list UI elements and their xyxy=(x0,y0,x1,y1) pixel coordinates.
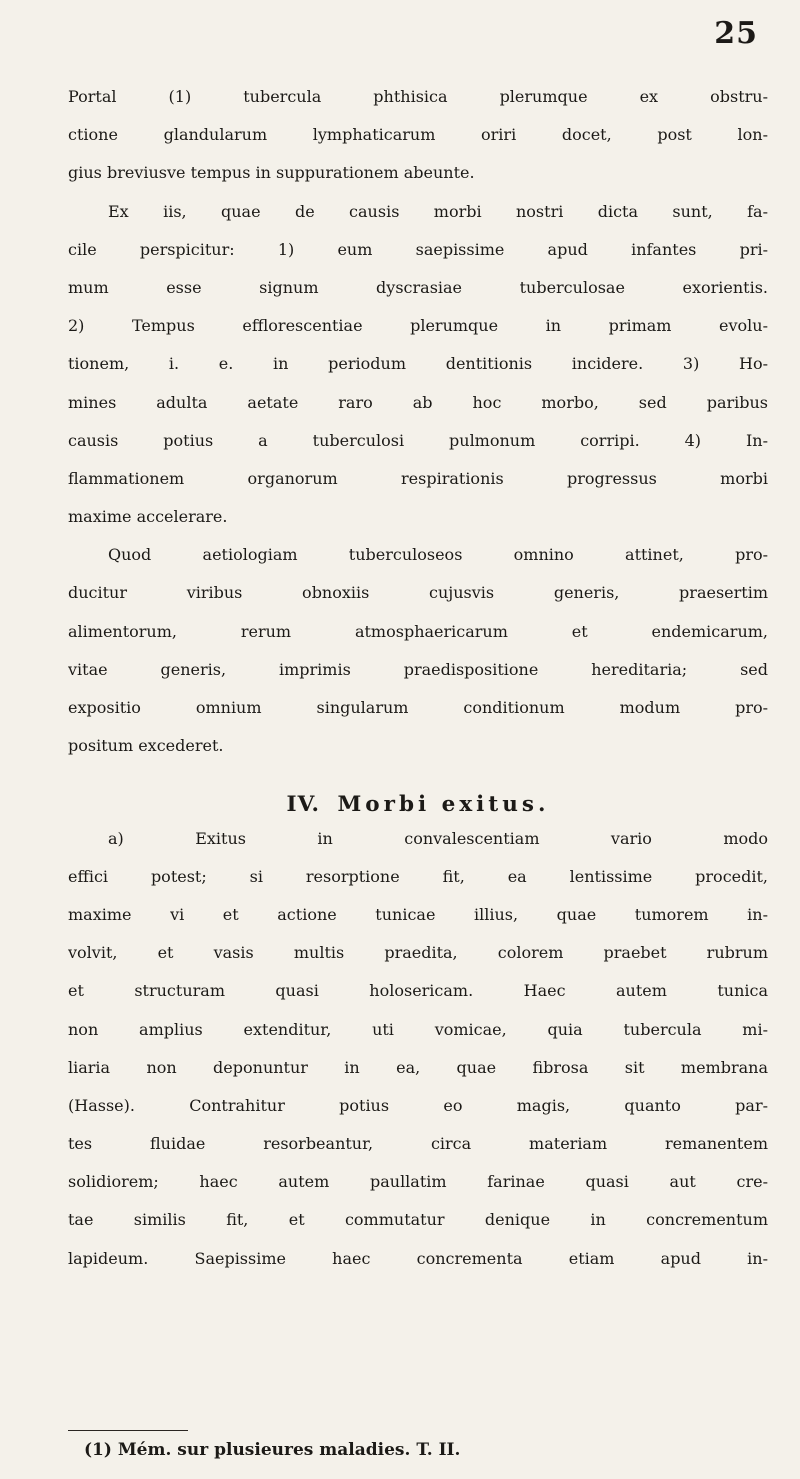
text-line: maxime vi et actione tunicae illius, quae tumorem in- xyxy=(68,904,768,924)
text-line: Ex iis, quae de causis morbi nostri dicta sunt, fa- xyxy=(108,201,768,221)
text-line: Portal (1) tubercula phthisica plerumque ex obstru- xyxy=(68,87,768,106)
paragraph-causes xyxy=(68,202,768,546)
paragraph-exitus xyxy=(68,829,768,1287)
section-number: IV. xyxy=(286,792,320,818)
text-line: non amplius extenditur, uti vomicae, quia tubercula mi- xyxy=(68,1019,768,1039)
footnote-divider xyxy=(68,1430,188,1431)
text-line: expositio omnium singularum conditionum modum pro- xyxy=(68,698,768,717)
body-text xyxy=(68,87,768,1287)
text-line: positum excederet. xyxy=(68,736,224,756)
text-line: gius breviusve tempus in suppurationem abeunte. xyxy=(68,163,475,183)
text-line: lapideum. Saepissime haec concrementa etiam apud in- xyxy=(68,1248,768,1268)
paragraph-portal xyxy=(68,87,768,202)
text-line: a) Exitus in convalescentiam vario modo xyxy=(108,828,768,848)
section-title: Morbi exitus. xyxy=(337,792,550,818)
text-line: liaria non deponuntur in ea, quae fibrosa sit membrana xyxy=(68,1057,768,1077)
text-line: cile perspicitur: 1) eum saepissime apud infantes pri- xyxy=(68,239,768,259)
text-line: ducitur viribus obnoxiis cujusvis generis, praesertim xyxy=(68,583,768,603)
footnote: (1) Mém. sur plusieures maladies. T. II. xyxy=(84,1440,461,1460)
text-line: Quod aetiologiam tuberculoseos omnino attinet, pro- xyxy=(108,545,768,565)
text-line: tae similis fit, et commutatur denique in concrementum xyxy=(68,1210,768,1230)
text-line: 2) Tempus efflorescentiae plerumque in primam evolu- xyxy=(68,316,768,336)
text-line: effici potest; si resorptione fit, ea lentissime procedit, xyxy=(68,866,768,886)
text-line: et structuram quasi holosericam. Haec autem tunica xyxy=(68,981,768,1001)
text-line: ctione glandularum lymphaticarum oriri docet, post lon- xyxy=(68,125,768,145)
text-line: flammationem organorum respirationis progressus morbi xyxy=(68,468,768,488)
paragraph-aetiology xyxy=(68,545,768,774)
page-number: 25 xyxy=(714,16,758,51)
text-line: volvit, et vasis multis praedita, colorem praebet rubrum xyxy=(68,943,768,963)
text-line: causis potius a tuberculosi pulmonum corripi. 4) In- xyxy=(68,430,768,450)
text-line: tionem, i. e. in periodum dentitionis incidere. 3) Ho- xyxy=(68,354,768,374)
text-line: mines adulta aetate raro ab hoc morbo, sed paribus xyxy=(68,392,768,412)
text-line: (Hasse). Contrahitur potius eo magis, quanto par- xyxy=(68,1095,768,1115)
text-line: tes fluidae resorbeantur, circa materiam remanentem xyxy=(68,1134,768,1154)
text-line: maxime accelerare. xyxy=(68,507,228,527)
text-line: vitae generis, imprimis praedispositione hereditaria; sed xyxy=(68,659,768,679)
text-line: solidiorem; haec autem paullatim farinae quasi aut cre- xyxy=(68,1172,768,1192)
section-heading xyxy=(68,786,768,824)
text-line: alimentorum, rerum atmosphaericarum et endemicarum, xyxy=(68,621,768,641)
text-line: mum esse signum dyscrasiae tuberculosae exorientis. xyxy=(68,277,768,297)
